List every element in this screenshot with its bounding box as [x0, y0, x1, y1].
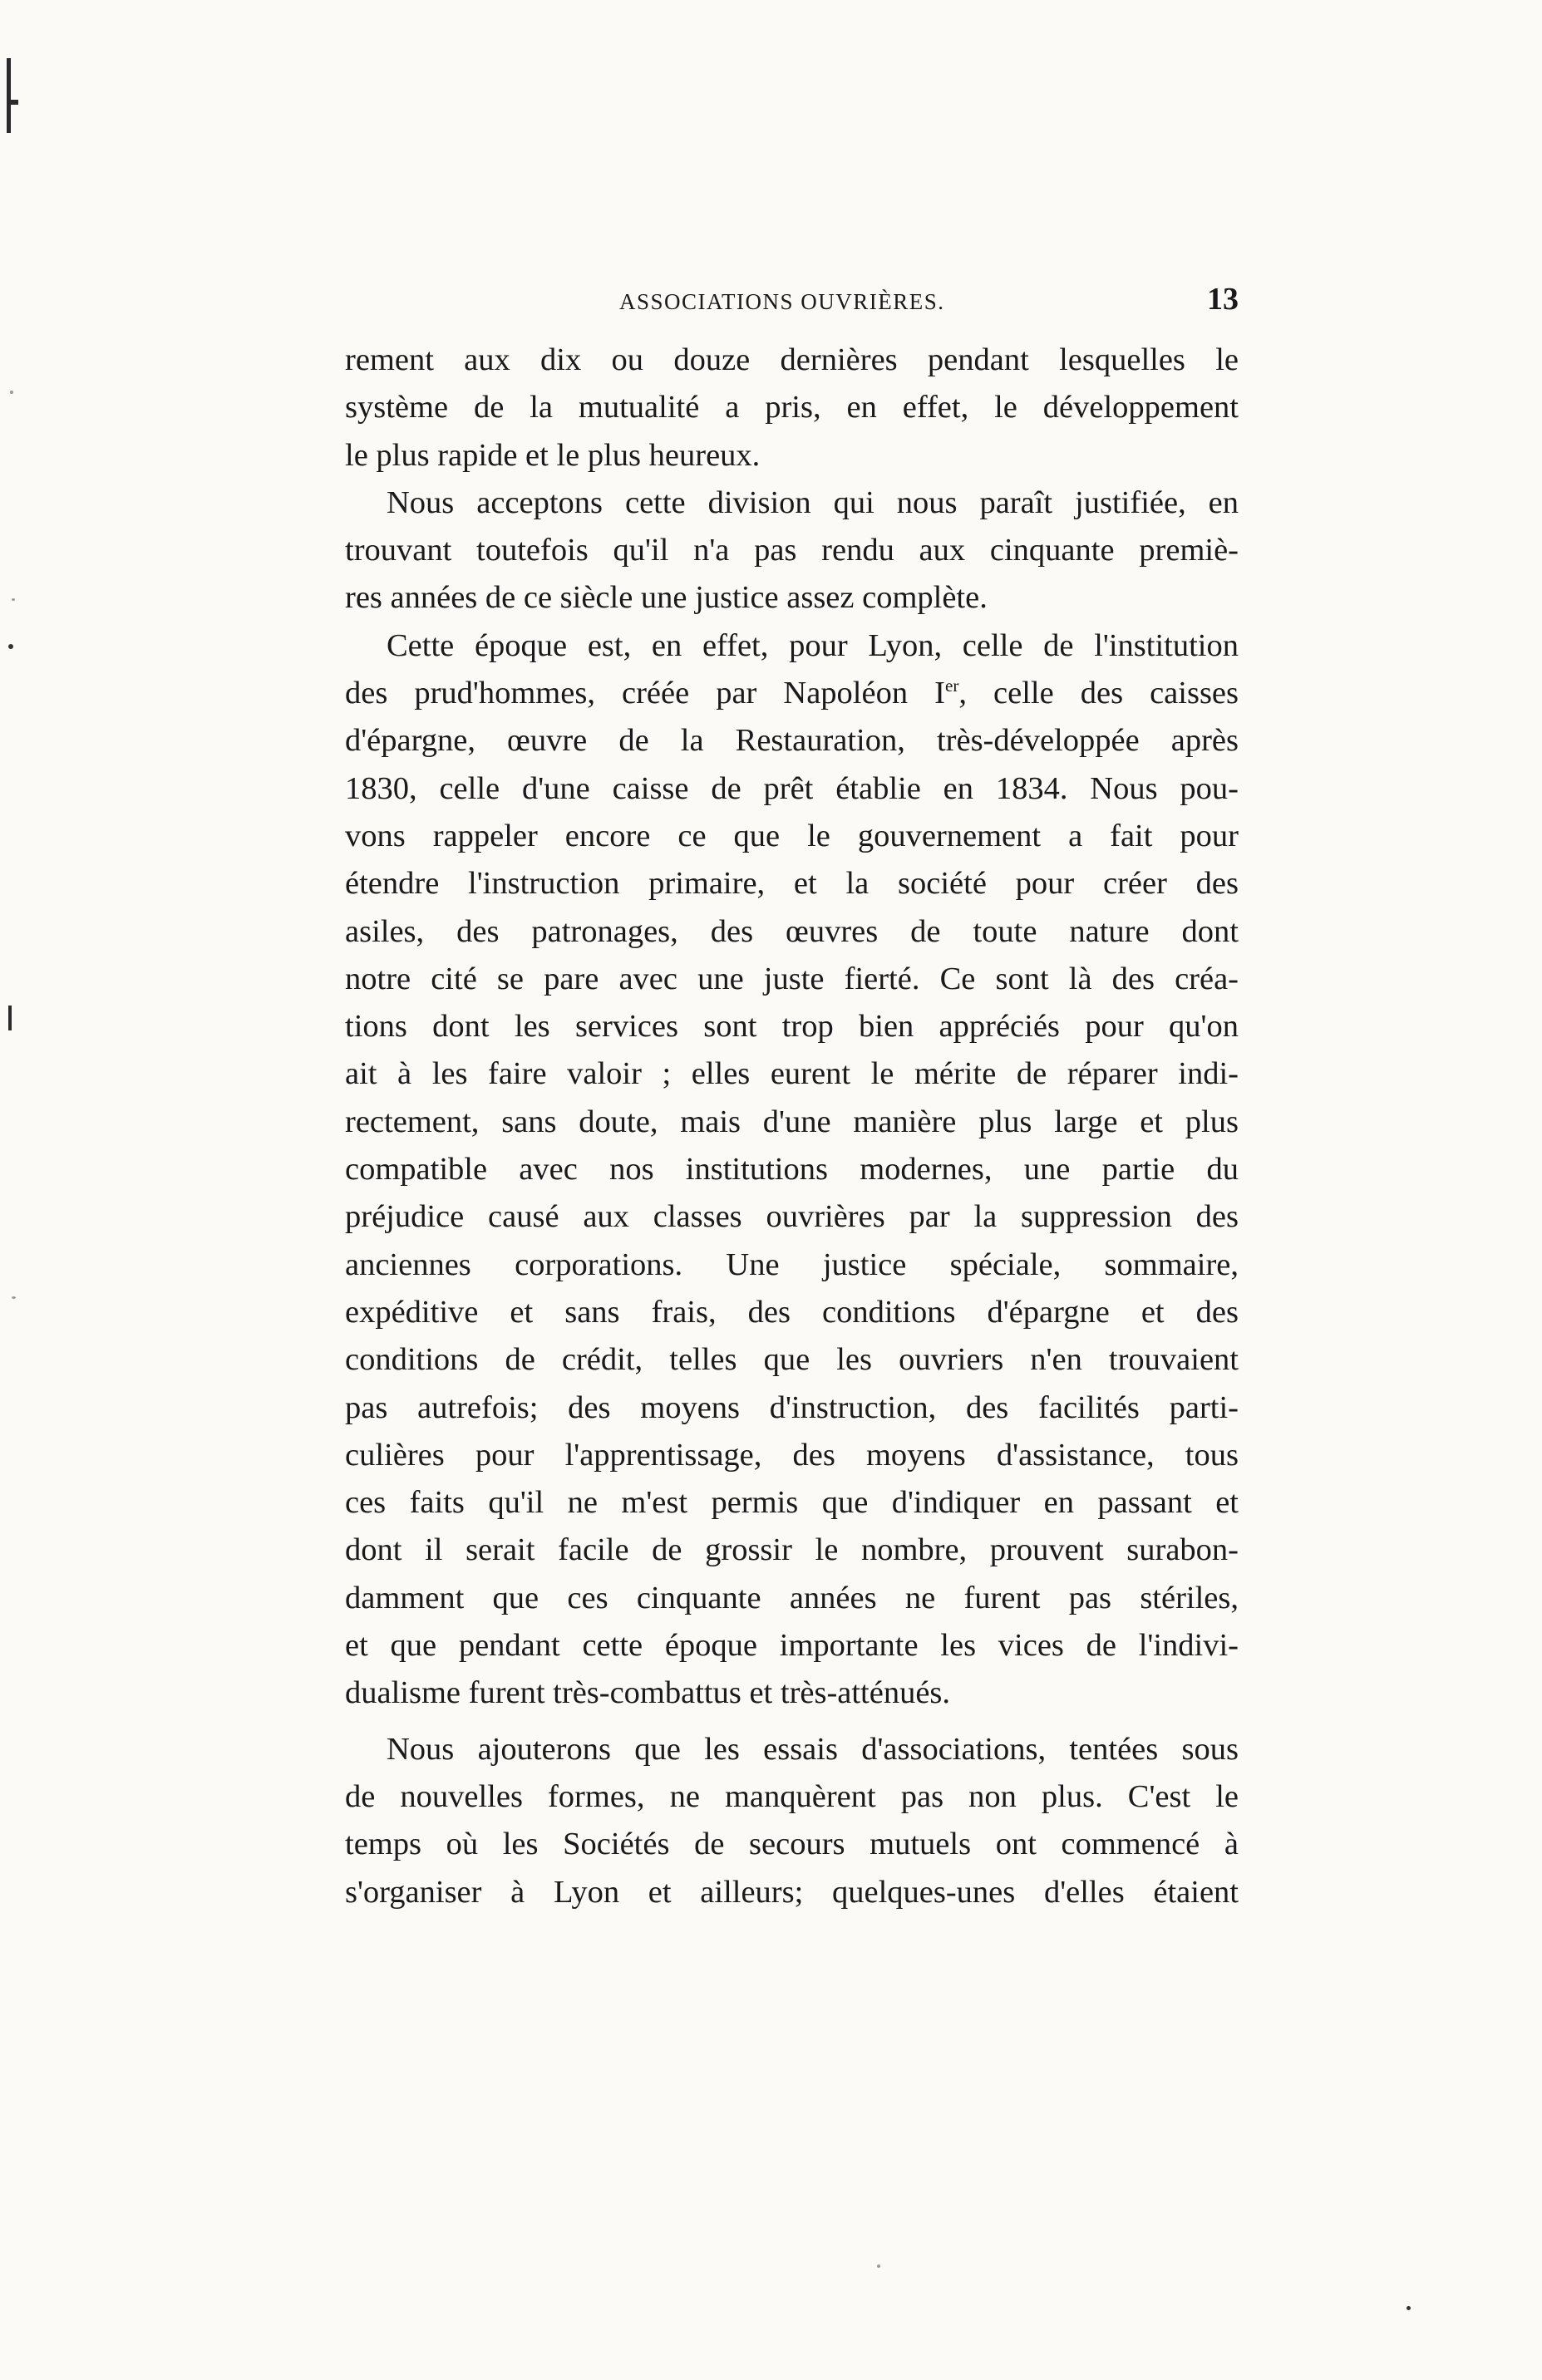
text-line: conditions de crédit, telles que les ouvriers n'en trouvaient	[345, 1342, 1239, 1378]
margin-mark-top-left-tick	[7, 100, 18, 105]
text-line: trouvant toutefois qu'il n'a pas rendu aux cinquante premiè-	[345, 533, 1239, 568]
text-line: rement aux dix ou douze dernières pendant lesquelles le	[345, 342, 1239, 377]
running-header	[345, 274, 1239, 324]
margin-mark-top-left	[7, 58, 11, 133]
text-line: de nouvelles formes, ne manquèrent pas non plus. C'est le	[345, 1778, 1239, 1814]
text-line: asiles, des patronages, des œuvres de toute nature dont	[345, 913, 1239, 949]
text-line: Cette époque est, en effet, pour Lyon, celle de l'institution	[387, 627, 1239, 663]
text-line: étendre l'instruction primaire, et la société pour créer des	[345, 866, 1239, 902]
text-fragment: , celle des caisses	[958, 676, 1239, 711]
text-line: temps où les Sociétés de secours mutuels ont commencé à	[345, 1827, 1239, 1862]
paragraph-gap	[345, 1718, 1239, 1726]
text-line: expéditive et sans frais, des conditions d'épargne et des	[345, 1294, 1239, 1330]
text-line: Nous ajouterons que les essais d'associations, tentées sous	[387, 1731, 1239, 1767]
margin-dot	[1407, 2306, 1411, 2310]
running-title: ASSOCIATIONS OUVRIÈRES.	[619, 289, 945, 314]
text-line: anciennes corporations. Une justice spéciale, sommaire,	[345, 1247, 1239, 1282]
text-line: dualisme furent très-combattus et très-atténués.	[345, 1675, 951, 1711]
text-line: ces faits qu'il ne m'est permis que d'indiquer en passant et	[345, 1485, 1239, 1521]
text-line: le plus rapide et le plus heureux.	[345, 437, 761, 473]
text-line: ait à les faire valoir ; elles eurent le mérite de réparer indi-	[345, 1056, 1239, 1092]
text-line: préjudice causé aux classes ouvrières par la suppression des	[345, 1199, 1239, 1235]
margin-dot	[12, 1296, 16, 1299]
text-line: rectement, sans doute, mais d'une manière plus large et plus	[345, 1104, 1239, 1139]
margin-dot	[12, 598, 15, 601]
text-line: Nous acceptons cette division qui nous paraît justifiée, en	[387, 484, 1239, 520]
margin-dot	[10, 391, 13, 394]
text-line: damment que ces cinquante années ne furent pas stériles,	[345, 1580, 1239, 1615]
text-line: et que pendant cette époque importante les vices de l'indivi-	[345, 1628, 1239, 1664]
text-line: système de la mutualité a pris, en effet, le développement	[345, 390, 1239, 425]
text-line: tions dont les services sont trop bien appréciés pour qu'on	[345, 1009, 1239, 1045]
body-text	[345, 337, 1239, 1916]
text-line: notre cité se pare avec une juste fierté. Ce sont là des créa-	[345, 961, 1239, 996]
text-fragment: des prud'hommes, créée par Napoléon I	[345, 676, 945, 711]
margin-dot	[8, 644, 13, 649]
page-number: 13	[1207, 282, 1239, 317]
text-line: compatible avec nos institutions modernes, une partie du	[345, 1152, 1239, 1188]
text-line: d'épargne, œuvre de la Restauration, très-développée après	[345, 723, 1239, 759]
superscript: er	[944, 676, 959, 696]
text-line: res années de ce siècle une justice assez complète.	[345, 580, 988, 616]
text-line: pas autrefois; des moyens d'instruction, des facilités parti-	[345, 1389, 1239, 1425]
margin-mark-mid-left	[8, 1006, 12, 1030]
text-line: culières pour l'apprentissage, des moyens d'assistance, tous	[345, 1437, 1239, 1473]
text-line: s'organiser à Lyon et ailleurs; quelques-unes d'elles étaient	[345, 1874, 1239, 1910]
margin-dot	[877, 2264, 880, 2268]
text-line: vons rappeler encore ce que le gouvernement a fait pour	[345, 818, 1239, 853]
text-line-with-superscript	[345, 670, 1239, 717]
text-line: 1830, celle d'une caisse de prêt établie en 1834. Nous pou-	[345, 770, 1239, 806]
text-line: dont il serait facile de grossir le nombre, prouvent surabon-	[345, 1532, 1239, 1568]
